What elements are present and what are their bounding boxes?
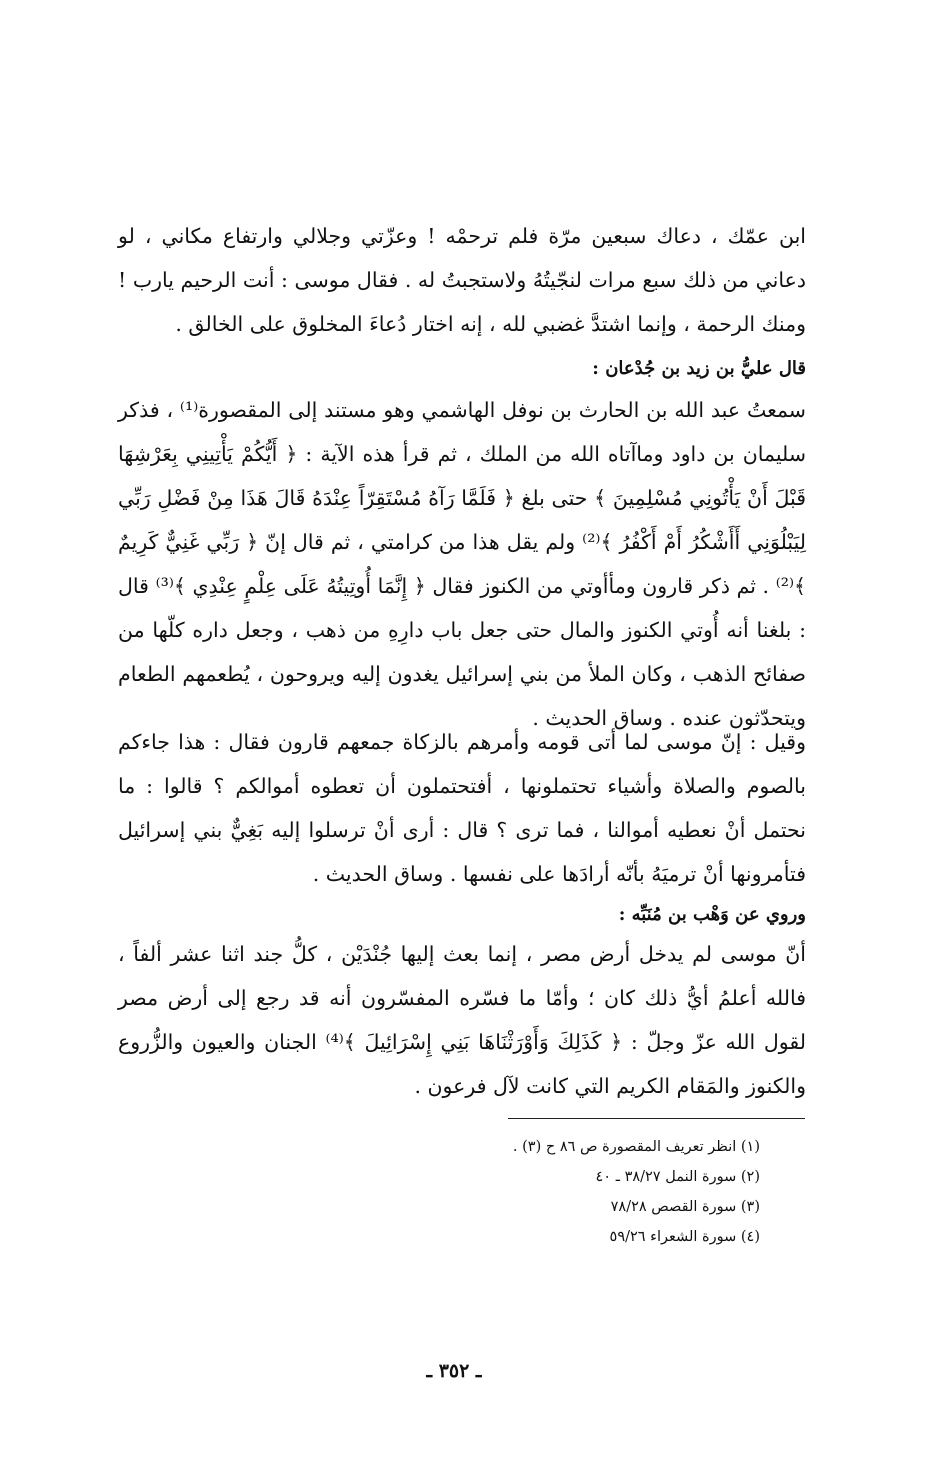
- paragraph-text: ابن عمّك ، دعاك سبعين مرّة فلم ترحمْه ! وعزّتي وجلالي وارتفاع مكاني ، لو دعاني من ذلك سبع مرات لنجّيتُهُ ولاستجبتُ له . فقال موسى : أنت الرحيم يارب ! ومنك الرحمة ، وإنما اشتدَّ غضبي لله ، إنه اختار دُعاءَ المخلوق على الخالق .: [118, 224, 806, 336]
- footnote-1: (١) انظر تعريف المقصورة ص ٨٦ ح (٣) .: [512, 1139, 760, 1155]
- paragraph-text: سمعتُ عبد الله بن الحارث بن نوفل الهاشمي وهو مستند إلى المقصورة⁽¹⁾ ، فذكر سليمان بن داود وماآتاه الله من الملك ، ثم قرأ هذه الآية : ﴿ أَيُّكُمْ يَأْتِينِي بِعَرْشِهَا قَبْلَ أَنْ يَأْتُونِي مُسْلِمِينَ ﴾ حتى بلغ ﴿ فَلَمَّا رَآهُ مُسْتَقِرّاً عِنْدَهُ قَالَ هَذَا مِنْ فَضْلِ رَبِّي لِيَبْلُوَنِي أَأَشْكُرُ أَمْ أَكْفُرُ ﴾⁽²⁾ ولم يقل هذا من كرامتي ، ثم قال إنّ ﴿ رَبِّي غَنِيٌّ كَرِيمٌ ﴾⁽²⁾ . ثم ذكر قارون ومأأوتي من الكنوز فقال ﴿ إِنَّمَا أُوتِيتُهُ عَلَى عِلْمٍ عِنْدِي ﴾⁽³⁾ قال : بلغنا أنه أُوتي الكنوز والمال حتى جعل باب دارِهِ من ذهب ، وجعل داره كلّها من صفائح الذهب ، وكان الملأ من بني إسرائيل يغدون إليه ويروحون ، يُطعمهم الطعام ويتحدّثون عنده . وساق الحديث .: [118, 398, 806, 730]
- footnote-separator: [508, 1118, 805, 1119]
- footnote-3: (٣) سورة القصص ٧٨/٢٨: [610, 1199, 760, 1215]
- paragraph-text: وقيل : إنّ موسى لما أتى قومه وأمرهم بالزكاة جمعهم قارون فقال : هذا جاءكم بالصوم والصلاة وأشياء تحتملونها ، أفتحتملون أن تعطوه أموالكم ؟ قالوا : ما نحتمل أنْ نعطيه أموالنا ، فما ترى ؟ قال : أرى أنْ ترسلوا إليه بَغِيٌّ بني إسرائيل فتأمرونها أنْ ترميَهُ بأنّه أرادَها على نفسها . وساق الحديث .: [118, 730, 806, 886]
- paragraph-musa-misr: [118, 932, 806, 1108]
- paragraph-musa-qarun: [118, 720, 806, 896]
- footnote-2: (٢) سورة النمل ٣٨/٢٧ ـ ٤٠: [595, 1169, 760, 1185]
- section-heading: قال عليُّ بن زيد بن جُدْعان :: [592, 358, 806, 379]
- section-heading: وروي عن وَهْب بن مُنَبِّه :: [618, 904, 806, 925]
- heading-ali-ibn-zayd: [118, 354, 806, 384]
- footnote-4: (٤) سورة الشعراء ٥٩/٢٦: [609, 1229, 760, 1245]
- paragraph-text: أنّ موسى لم يدخل أرض مصر ، إنما بعث إليها جُنْدَيْن ، كلُّ جند اثنا عشر ألفاً ، فالله أعلمُ أيُّ ذلك كان ؛ وأمّا ما فسّره المفسّرون أنه قد رجع إلى أرض مصر لقول الله عزّ وجلّ : ﴿ كَذَلِكَ وَأَوْرَثْنَاهَا بَنِي إِسْرَائِيلَ ﴾⁽⁴⁾ الجنان والعيون والزُّروع والكنوز والمَقام الكريم التي كانت لآل فرعون .: [118, 942, 806, 1098]
- page-number: ـ ٣٥٢ ـ: [426, 1360, 482, 1382]
- heading-wahb-ibn-munabbih: [118, 900, 806, 930]
- paragraph-ibn-ammik: [118, 214, 806, 346]
- footnotes: [430, 1132, 760, 1252]
- paragraph-abdallah-ibn-harith: [118, 388, 806, 740]
